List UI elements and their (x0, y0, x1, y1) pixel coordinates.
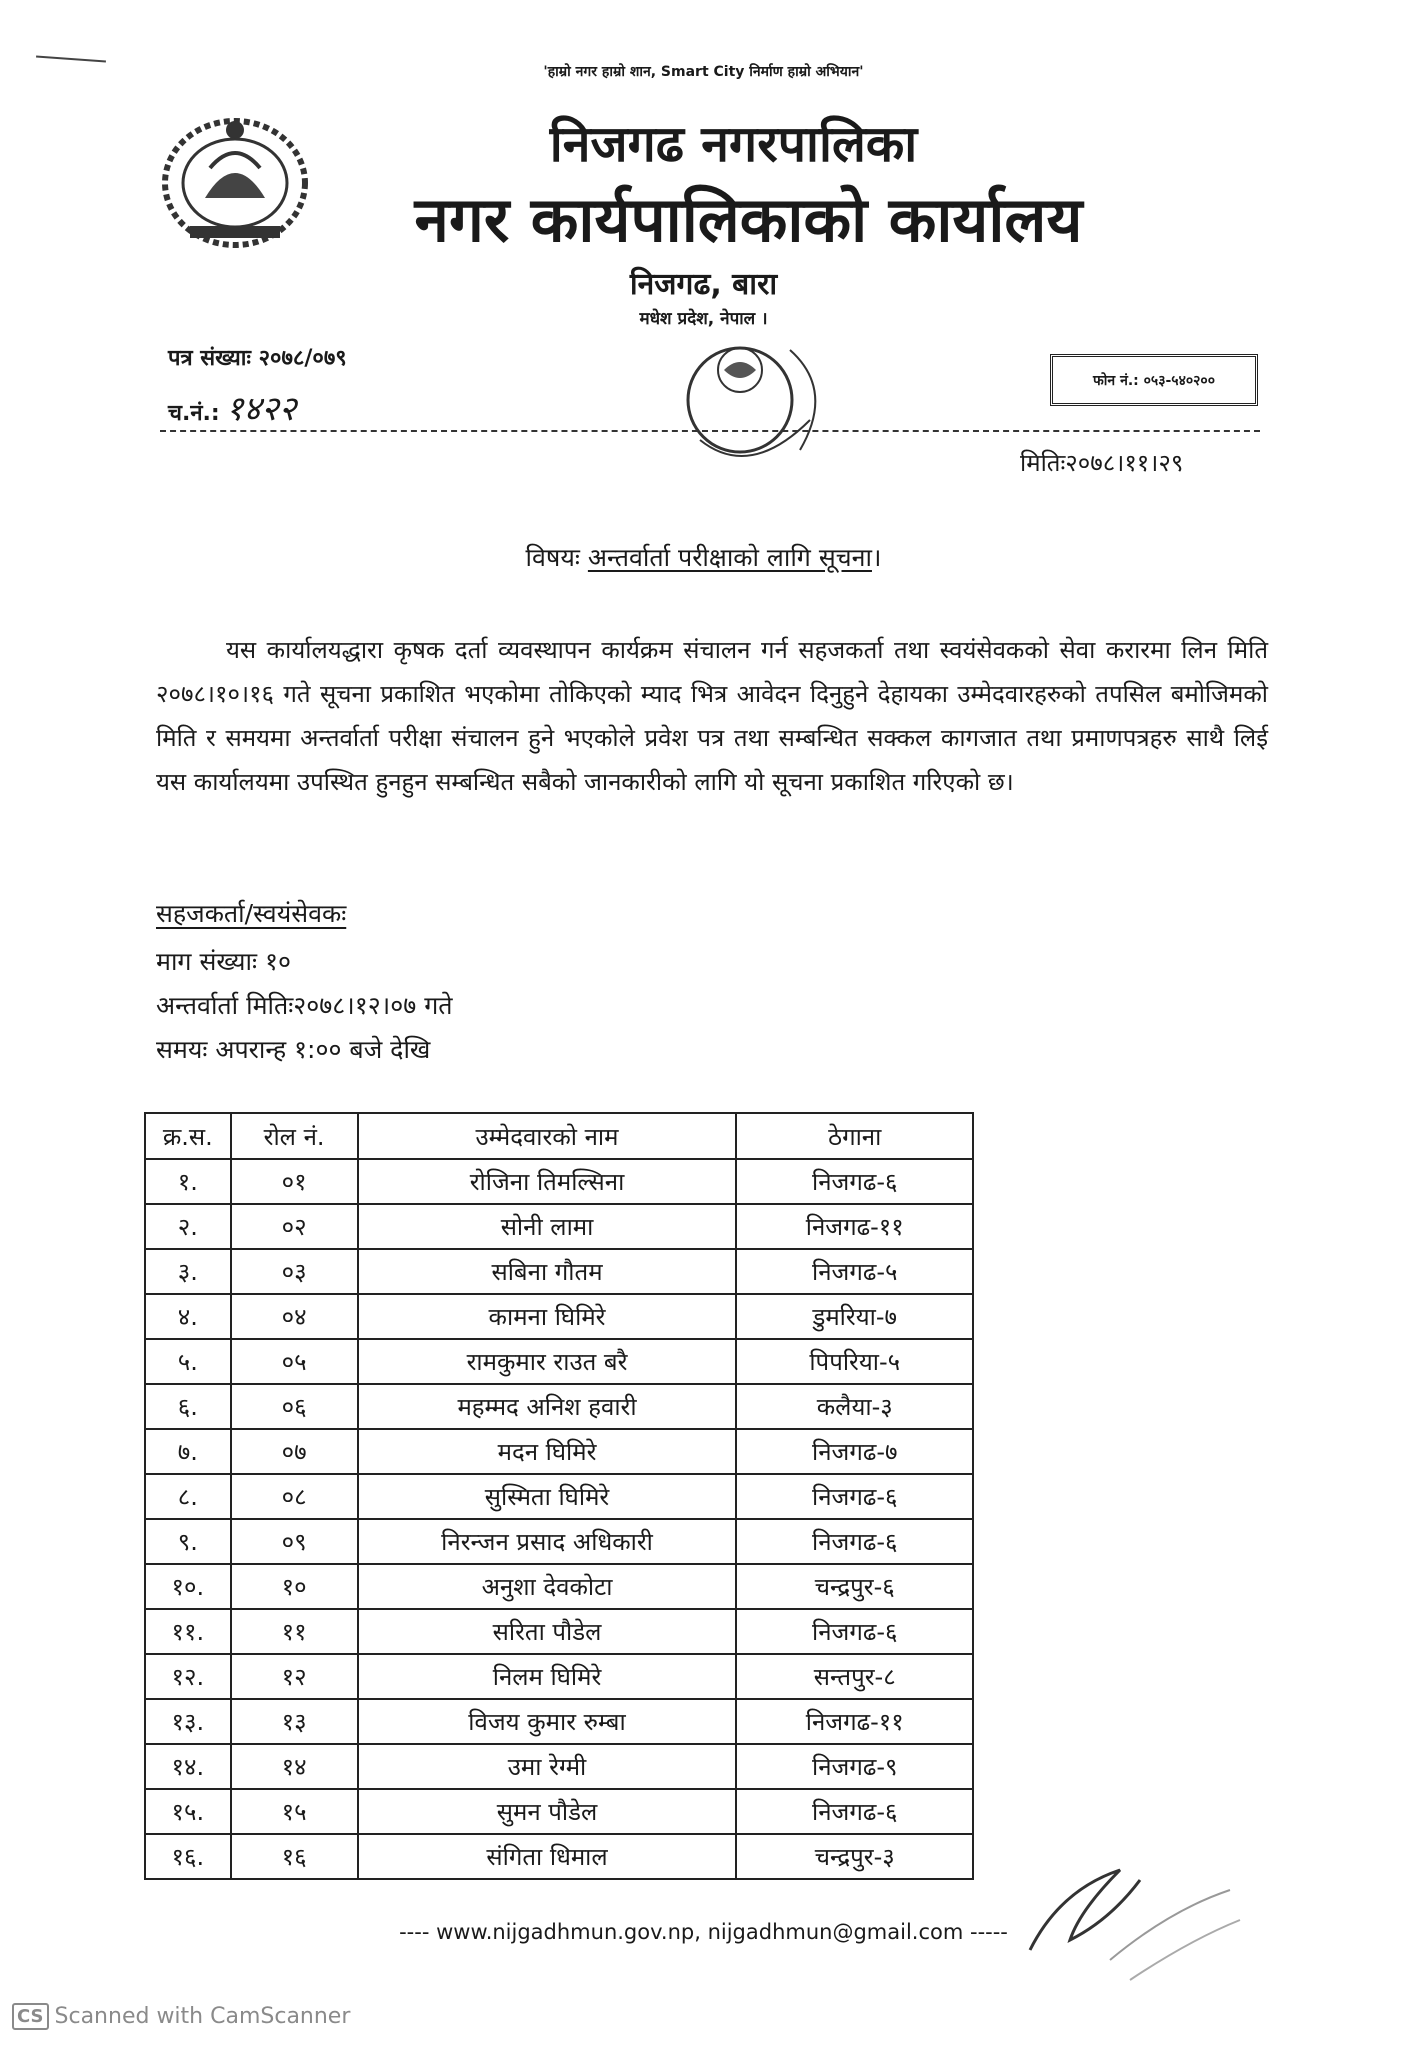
subject-end: । (871, 543, 882, 572)
table-row (145, 1429, 973, 1474)
row-roll: ०३ (231, 1249, 358, 1294)
row-serial: १२. (145, 1654, 231, 1699)
subject-label: विषयः (525, 543, 580, 572)
header-divider (160, 430, 1260, 432)
row-serial: ४. (145, 1294, 231, 1339)
row-candidate-name: संगिता धिमाल (358, 1834, 737, 1879)
row-serial: ११. (145, 1609, 231, 1654)
row-serial: १. (145, 1159, 231, 1204)
row-serial: २. (145, 1204, 231, 1249)
row-address: निजगढ-९ (736, 1744, 973, 1789)
subject-line (0, 540, 1407, 574)
row-address: निजगढ-११ (736, 1699, 973, 1744)
row-roll: १३ (231, 1699, 358, 1744)
row-roll: १० (231, 1564, 358, 1609)
slogan: 'हाम्रो नगर हाम्रो शान, Smart City निर्माण हाम्रो अभियान' (543, 64, 864, 80)
row-candidate-name: सुमन पौडेल (358, 1789, 737, 1834)
candidate-table (144, 1112, 974, 1880)
table-row (145, 1339, 973, 1384)
table-row (145, 1744, 973, 1789)
row-address: पिपरिया-५ (736, 1339, 973, 1384)
row-roll: १४ (231, 1744, 358, 1789)
table-row (145, 1159, 973, 1204)
row-address: निजगढ-११ (736, 1204, 973, 1249)
camscanner-logo-icon: CS (12, 2003, 49, 2030)
row-serial: ९. (145, 1519, 231, 1564)
row-serial: ७. (145, 1429, 231, 1474)
row-address: डुमरिया-७ (736, 1294, 973, 1339)
section-title: सहजकर्ता/स्वयंसेवकः (156, 899, 347, 928)
row-candidate-name: मदन घिमिरे (358, 1429, 737, 1474)
row-candidate-name: रामकुमार राउत बरै (358, 1339, 737, 1384)
row-candidate-name: सुस्मिता घिमिरे (358, 1474, 737, 1519)
camscanner-watermark (12, 2003, 350, 2030)
row-roll: ०१ (231, 1159, 358, 1204)
table-row (145, 1564, 973, 1609)
dispatch-label: च.नं.: (168, 401, 220, 426)
header-name: उम्मेदवारको नाम (358, 1113, 737, 1159)
header-roll: रोल नं. (231, 1113, 358, 1159)
table-row (145, 1519, 973, 1564)
row-address: कलैया-३ (736, 1384, 973, 1429)
table-row (145, 1249, 973, 1294)
row-address: निजगढ-७ (736, 1429, 973, 1474)
row-roll: ०२ (231, 1204, 358, 1249)
dispatch-value: १४२२ (225, 389, 297, 429)
row-address: निजगढ-६ (736, 1519, 973, 1564)
interview-time: समयः अपरान्ह १:०० बजे देखि (156, 1035, 431, 1064)
row-serial: १३. (145, 1699, 231, 1744)
header-serial: क्र.स. (145, 1113, 231, 1159)
row-serial: १५. (145, 1789, 231, 1834)
table-row (145, 1474, 973, 1519)
interview-date: अन्तर्वार्ता मितिः२०७८।१२।०७ गते (156, 991, 453, 1020)
office-province: मधेश प्रदेश, नेपाल । (639, 309, 768, 329)
row-serial: ८. (145, 1474, 231, 1519)
camscanner-text: Scanned with CamScanner (54, 2004, 351, 2029)
table-header-row (145, 1113, 973, 1159)
table-row (145, 1699, 973, 1744)
row-address: निजगढ-६ (736, 1789, 973, 1834)
footer-contact: ---- www.nijgadhmun.gov.np, nijgadhmun@gmail.com ----- (399, 1920, 1008, 1944)
row-roll: १५ (231, 1789, 358, 1834)
row-candidate-name: कामना घिमिरे (358, 1294, 737, 1339)
row-roll: ०८ (231, 1474, 358, 1519)
row-roll: ०५ (231, 1339, 358, 1384)
table-row (145, 1789, 973, 1834)
row-candidate-name: सोनी लामा (358, 1204, 737, 1249)
row-address: चन्द्रपुर-३ (736, 1834, 973, 1879)
municipality-name: निजगढ नगरपालिका (549, 115, 918, 173)
row-roll: ११ (231, 1609, 358, 1654)
row-serial: ५. (145, 1339, 231, 1384)
row-roll: १६ (231, 1834, 358, 1879)
row-candidate-name: अनुशा देवकोटा (358, 1564, 737, 1609)
row-address: निजगढ-६ (736, 1159, 973, 1204)
row-candidate-name: निलम घिमिरे (358, 1654, 737, 1699)
table-row (145, 1834, 973, 1879)
dispatch-number (168, 384, 296, 430)
office-location: निजगढ, बारा (629, 267, 778, 302)
row-serial: ६. (145, 1384, 231, 1429)
row-candidate-name: सरिता पौडेल (358, 1609, 737, 1654)
header-address: ठेगाना (736, 1113, 973, 1159)
notice-body: यस कार्यालयद्धारा कृषक दर्ता व्यवस्थापन कार्यक्रम संचालन गर्न सहजकर्ता तथा स्वयंसेवकको सेवा करारमा लिन मिति २०७८।१०।१६ गते सूचना प्रकाशित भएकोमा तोकिएको म्याद भित्र आवेदन दिनुहुने देहायका उम्मेदवारहरुको तपसिल बमोजिमको मिति र समयमा अन्तर्वार्ता परीक्षा संचालन हुने भएकोले प्रवेश पत्र तथा सम्बन्धित सक्कल कागजात तथा प्रमाणपत्रहरु साथै लिई यस कार्यालयमा उपस्थित हुनहुन सम्बन्धित सबैको जानकारीको लागि यो सूचना प्रकाशित गरिएको छ। (156, 636, 1268, 796)
table-row (145, 1384, 973, 1429)
row-roll: ०४ (231, 1294, 358, 1339)
demand-count: माग संख्याः १० (156, 947, 291, 976)
row-serial: १०. (145, 1564, 231, 1609)
table-row (145, 1654, 973, 1699)
row-candidate-name: महम्मद अनिश हवारी (358, 1384, 737, 1429)
row-address: चन्द्रपुर-६ (736, 1564, 973, 1609)
row-serial: ३. (145, 1249, 231, 1294)
row-roll: ०७ (231, 1429, 358, 1474)
row-candidate-name: उमा रेग्मी (358, 1744, 737, 1789)
row-serial: १४. (145, 1744, 231, 1789)
row-candidate-name: सबिना गौतम (358, 1249, 737, 1294)
row-roll: १२ (231, 1654, 358, 1699)
row-candidate-name: निरन्जन प्रसाद अधिकारी (358, 1519, 737, 1564)
office-name: नगर कार्यपालिकाको कार्यालय (414, 183, 1083, 256)
row-address: सन्तपुर-८ (736, 1654, 973, 1699)
letter-number: पत्र संख्याः २०७८/०७९ (168, 346, 347, 371)
table-row (145, 1204, 973, 1249)
office-stamp-icon (660, 330, 850, 510)
row-candidate-name: रोजिना तिमल्सिना (358, 1159, 737, 1204)
letter-date: मितिः२०७८।११।२९ (1020, 449, 1184, 477)
row-roll: ०६ (231, 1384, 358, 1429)
table-row (145, 1609, 973, 1654)
row-candidate-name: विजय कुमार रुम्बा (358, 1699, 737, 1744)
subject-text: अन्तर्वार्ता परीक्षाको लागि सूचना (587, 543, 872, 572)
table-row (145, 1294, 973, 1339)
row-serial: १६. (145, 1834, 231, 1879)
row-address: निजगढ-६ (736, 1474, 973, 1519)
row-roll: ०९ (231, 1519, 358, 1564)
row-address: निजगढ-५ (736, 1249, 973, 1294)
phone-box: फोन नं.: ०५३-५४०२०० (1050, 354, 1258, 406)
row-address: निजगढ-६ (736, 1609, 973, 1654)
